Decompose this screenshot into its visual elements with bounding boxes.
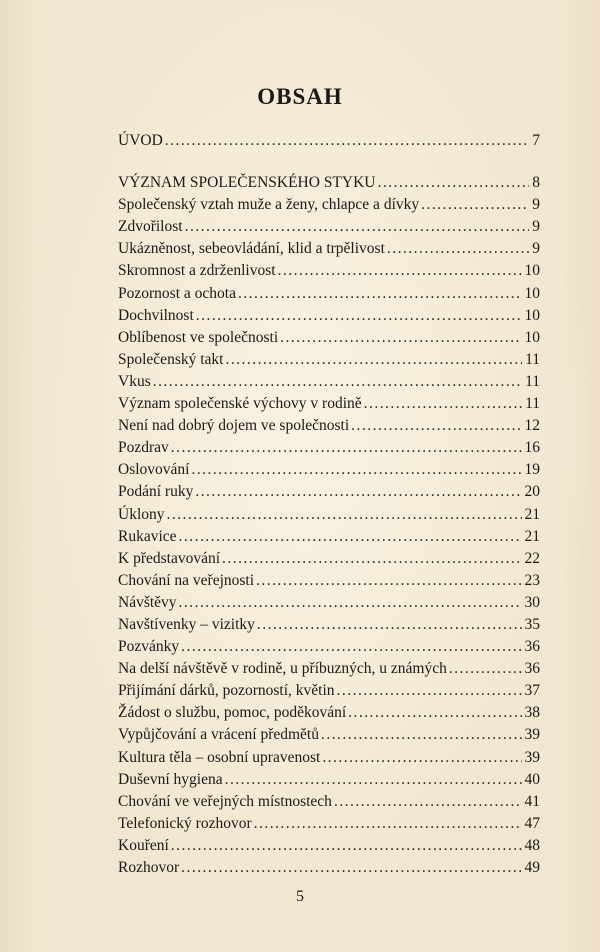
dot-leader xyxy=(278,260,522,282)
toc-entry xyxy=(118,437,540,459)
dot-leader xyxy=(257,614,522,636)
dot-leader xyxy=(238,283,522,305)
page-title: OBSAH xyxy=(257,84,343,109)
toc-entry xyxy=(118,813,540,835)
toc-entry xyxy=(118,548,540,570)
toc-entry-page-number: 11 xyxy=(525,395,540,413)
dot-leader xyxy=(179,526,522,548)
toc-entry-title: Rukavice xyxy=(118,527,177,545)
toc-entry xyxy=(118,526,540,548)
toc-entry-page-number: 30 xyxy=(524,593,540,611)
toc-entry xyxy=(118,769,540,791)
toc-entry-title: Úklony xyxy=(118,505,165,523)
toc-entry-title: Telefonický rozhovor xyxy=(118,814,252,832)
toc-entry xyxy=(118,504,540,526)
dot-leader xyxy=(351,415,521,437)
toc-entry xyxy=(118,791,540,813)
dot-leader xyxy=(179,592,522,614)
toc-entry-title: Není nad dobrý dojem ve společnosti xyxy=(118,417,350,435)
dot-leader xyxy=(334,791,522,813)
toc-entry xyxy=(118,747,540,769)
toc-entry-page-number: 8 xyxy=(532,174,540,192)
toc-entry xyxy=(118,130,540,152)
toc-entry xyxy=(118,658,540,680)
toc-entry xyxy=(118,216,540,238)
toc-entry xyxy=(118,305,540,327)
dot-leader xyxy=(377,172,529,194)
dot-leader xyxy=(449,658,522,680)
dot-leader xyxy=(171,437,522,459)
toc-entry-page-number: 10 xyxy=(524,284,540,302)
toc-entry-page-number: 7 xyxy=(532,132,540,149)
toc-entry-page-number: 37 xyxy=(524,682,540,700)
dot-leader xyxy=(181,857,521,879)
dot-leader xyxy=(191,459,521,481)
toc-entry xyxy=(118,857,540,879)
toc-entry-title: Pozvánky xyxy=(118,638,180,656)
toc-entry xyxy=(118,349,540,371)
toc-entry-title: Pozdrav xyxy=(118,439,169,457)
toc-entry-page-number: 9 xyxy=(532,218,540,236)
toc-entry-title: Zdvořilost xyxy=(118,218,183,236)
toc-entry-title: Ukázněnost, sebeovládání, klid a trpělivost xyxy=(118,240,385,258)
toc-entry xyxy=(118,724,540,746)
toc-entry-page-number: 41 xyxy=(524,792,540,810)
page-number: 5 xyxy=(296,888,304,905)
toc-entry-title: Oslovování xyxy=(118,461,190,479)
toc-entry-title: K představování xyxy=(118,549,221,567)
dot-leader xyxy=(196,305,522,327)
toc-entry-title: Na delší návštěvě v rodině, u příbuzných, u známých xyxy=(118,660,447,678)
toc-entry xyxy=(118,260,540,282)
dot-leader xyxy=(167,504,522,526)
toc-entry-page-number: 11 xyxy=(525,372,540,390)
dot-leader xyxy=(321,724,522,746)
toc-entry xyxy=(118,592,540,614)
toc-entry-page-number: 36 xyxy=(524,638,540,656)
toc-entry-page-number: 10 xyxy=(524,262,540,280)
toc-entry-page-number: 10 xyxy=(524,306,540,324)
table-of-contents xyxy=(118,130,540,879)
toc-entry-page-number: 39 xyxy=(524,726,540,744)
toc-entry-title: Navštívenky – vizitky xyxy=(118,615,255,633)
toc-entry-title: Vkus xyxy=(118,372,151,390)
toc-entry xyxy=(118,570,540,592)
dot-leader xyxy=(337,680,522,702)
toc-entry-title: Duševní hygiena xyxy=(118,770,223,788)
toc-entry xyxy=(118,459,540,481)
toc-entry-title: VÝZNAM SPOLEČENSKÉHO STYKU xyxy=(118,174,376,192)
toc-entry-title: Oblíbenost ve společnosti xyxy=(118,328,279,346)
toc-entry xyxy=(118,371,540,393)
toc-entry-page-number: 16 xyxy=(524,439,540,457)
toc-entry-title: Rozhovor xyxy=(118,859,180,876)
toc-entry-page-number: 35 xyxy=(524,615,540,633)
toc-entry xyxy=(118,327,540,349)
toc-entry-title: Kouření xyxy=(118,836,169,854)
dot-leader xyxy=(195,481,521,503)
toc-entry-title: Skromnost a zdrženlivost xyxy=(118,262,276,280)
toc-entry-page-number: 49 xyxy=(524,859,540,876)
toc-entry xyxy=(118,172,540,194)
toc-entry xyxy=(118,194,540,216)
toc-entry xyxy=(118,614,540,636)
toc-entry xyxy=(118,238,540,260)
toc-entry-page-number: 47 xyxy=(524,814,540,832)
toc-entry xyxy=(118,680,540,702)
toc-entry-page-number: 38 xyxy=(524,704,540,722)
toc-entry-page-number: 21 xyxy=(524,505,540,523)
toc-entry-title: Dochvilnost xyxy=(118,306,194,324)
dot-leader xyxy=(185,216,530,238)
dot-leader xyxy=(364,393,522,415)
toc-entry-page-number: 39 xyxy=(524,748,540,766)
toc-entry-title: Žádost o službu, pomoc, poděkování xyxy=(118,704,347,722)
toc-entry xyxy=(118,835,540,857)
dot-leader xyxy=(225,769,522,791)
toc-entry-title: Společenský takt xyxy=(118,350,224,368)
dot-leader xyxy=(256,570,521,592)
dot-leader xyxy=(254,813,522,835)
toc-entry xyxy=(118,415,540,437)
dot-leader xyxy=(153,371,522,393)
toc-entry-title: Chování na veřejnosti xyxy=(118,571,255,589)
toc-entry-page-number: 23 xyxy=(524,571,540,589)
toc-entry-title: Pozornost a ochota xyxy=(118,284,236,302)
toc-entry-title: Společenský vztah muže a ženy, chlapce a dívky xyxy=(118,196,420,214)
dot-leader xyxy=(165,130,529,152)
dot-leader xyxy=(421,194,529,216)
toc-entry-page-number: 9 xyxy=(532,196,540,214)
dot-leader xyxy=(387,238,529,260)
dot-leader xyxy=(222,548,521,570)
dot-leader xyxy=(181,636,521,658)
toc-entry xyxy=(118,393,540,415)
toc-entry-title: Vypůjčování a vrácení předmětů xyxy=(118,726,319,744)
toc-entry-page-number: 40 xyxy=(524,770,540,788)
toc-entry-page-number: 22 xyxy=(524,549,540,567)
toc-entry xyxy=(118,702,540,724)
toc-entry-title: Přijímání dárků, pozorností, květin xyxy=(118,682,335,700)
toc-entry-title: Podání ruky xyxy=(118,483,194,501)
toc-entry-page-number: 48 xyxy=(524,836,540,854)
toc-entry-page-number: 11 xyxy=(525,350,540,368)
toc-entry-page-number: 36 xyxy=(524,660,540,678)
toc-entry xyxy=(118,283,540,305)
toc-entry-title: ÚVOD xyxy=(118,132,163,149)
toc-entry-page-number: 12 xyxy=(524,417,540,435)
toc-entry-title: Chování ve veřejných místnostech xyxy=(118,792,332,810)
toc-entry-page-number: 10 xyxy=(524,328,540,346)
toc-entry-page-number: 20 xyxy=(524,483,540,501)
dot-leader xyxy=(171,835,522,857)
dot-leader xyxy=(280,327,521,349)
toc-entry-page-number: 9 xyxy=(532,240,540,258)
toc-entry xyxy=(118,481,540,503)
toc-entry xyxy=(118,636,540,658)
dot-leader xyxy=(225,349,522,371)
toc-entry-page-number: 21 xyxy=(524,527,540,545)
toc-entry-page-number: 19 xyxy=(524,461,540,479)
dot-leader xyxy=(322,747,521,769)
toc-entry-title: Návštěvy xyxy=(118,593,177,611)
toc-entry-title: Význam společenské výchovy v rodině xyxy=(118,395,362,413)
toc-entry-title: Kultura těla – osobní upravenost xyxy=(118,748,321,766)
dot-leader xyxy=(348,702,521,724)
